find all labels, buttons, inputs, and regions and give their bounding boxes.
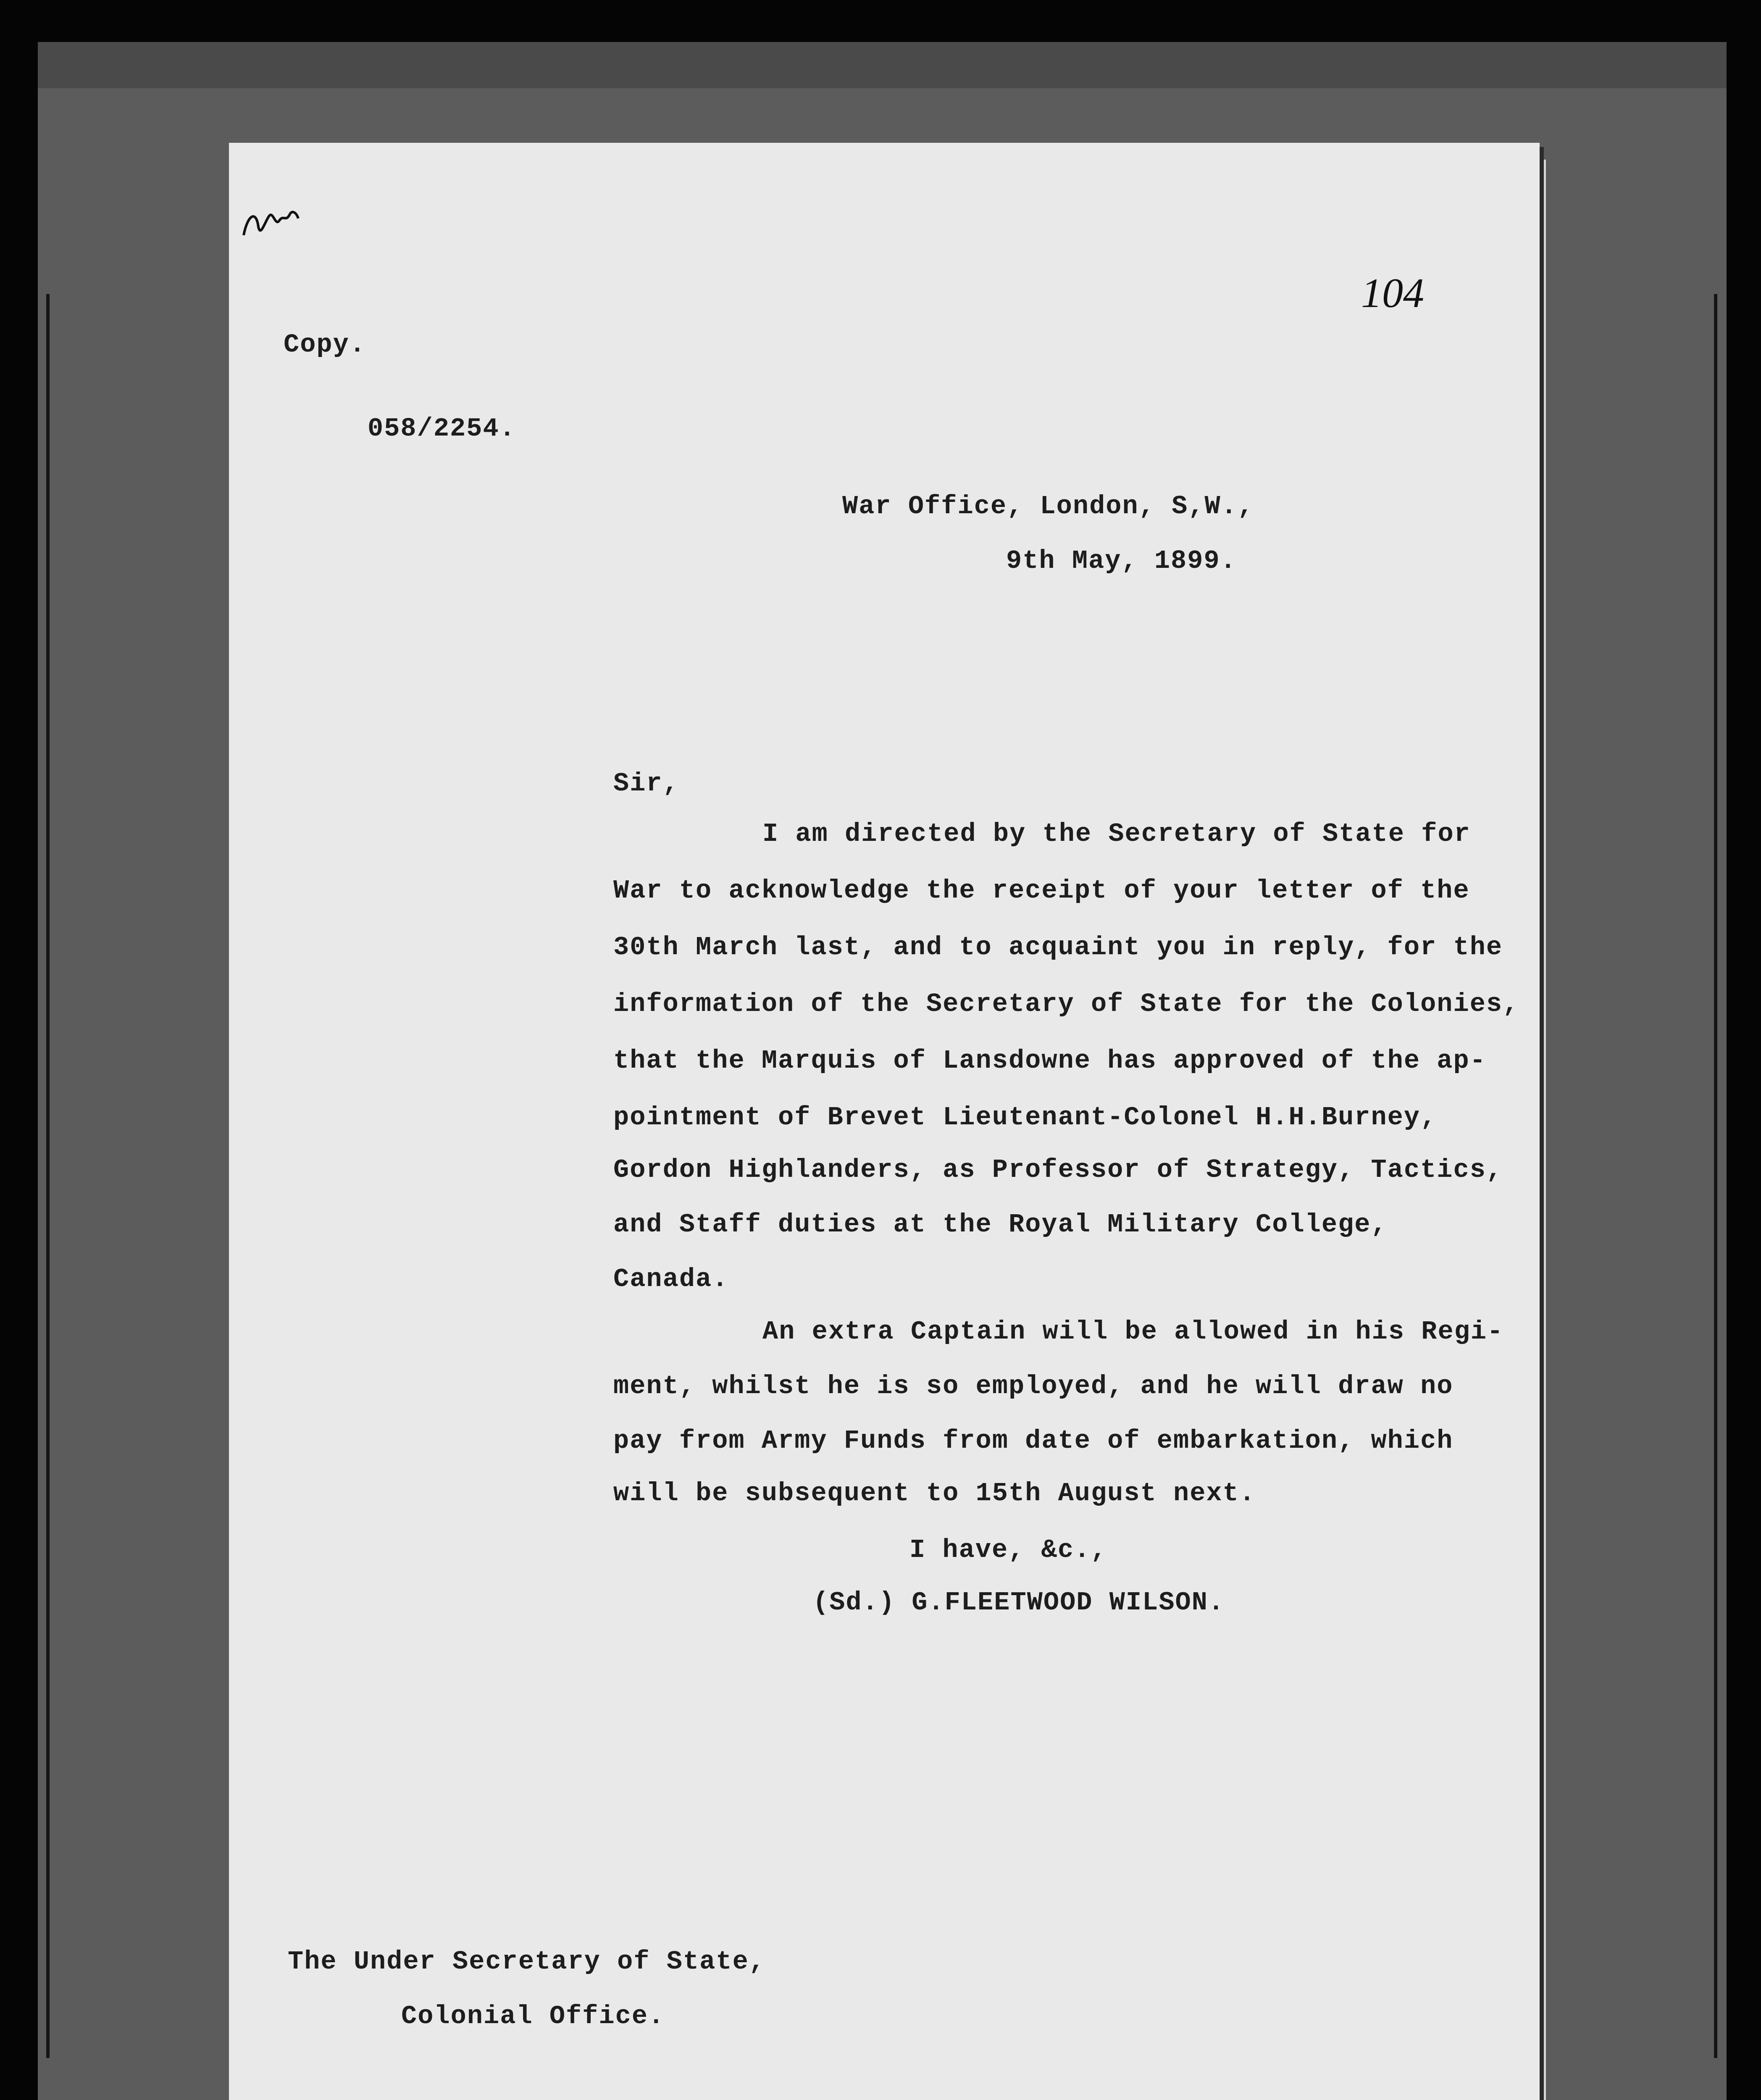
body-line: Canada. — [613, 1264, 729, 1294]
body-line: Gordon Highlanders, as Professor of Strategy, Tactics, — [613, 1155, 1503, 1185]
sender-address: War Office, London, S,W., — [842, 491, 1254, 521]
body-line: pay from Army Funds from date of embarkation, which — [613, 1426, 1453, 1456]
body-line: and Staff duties at the Royal Military College, — [613, 1210, 1388, 1239]
body-line: information of the Secretary of State for the Colonies, — [613, 989, 1519, 1019]
letter-date: 9th May, 1899. — [1006, 546, 1237, 576]
recipient-office: Colonial Office. — [401, 2001, 665, 2031]
salutation: Sir, — [613, 769, 679, 798]
body-line: will be subsequent to 15th August next. — [613, 1478, 1256, 1508]
body-line: that the Marquis of Lansdowne has approved of the ap- — [613, 1046, 1486, 1076]
copy-label: Copy. — [284, 330, 366, 360]
closing: I have, &c., — [909, 1535, 1107, 1565]
frame-line-left — [46, 294, 50, 2058]
recipient-title: The Under Secretary of State, — [288, 1947, 765, 1977]
body-line: 30th March last, and to acquaint you in reply, for the — [613, 932, 1503, 962]
body-line: War to acknowledge the receipt of your letter of the — [613, 876, 1470, 906]
body-line: pointment of Brevet Lieutenant-Colonel H.H.Burney, — [613, 1102, 1437, 1132]
handwritten-initials — [239, 197, 302, 248]
body-line: I am directed by the Secretary of State for — [762, 819, 1471, 849]
signature: (Sd.) G.FLEETWOOD WILSON. — [813, 1588, 1225, 1617]
folio-number: 104 — [1361, 270, 1424, 316]
file-number: 058/2254. — [368, 414, 516, 444]
mount-top-band — [38, 42, 1727, 88]
body-line: An extra Captain will be allowed in his Regi- — [762, 1317, 1504, 1347]
body-line: ment, whilst he is so employed, and he will draw no — [613, 1371, 1453, 1401]
frame-line-right — [1714, 294, 1717, 2058]
